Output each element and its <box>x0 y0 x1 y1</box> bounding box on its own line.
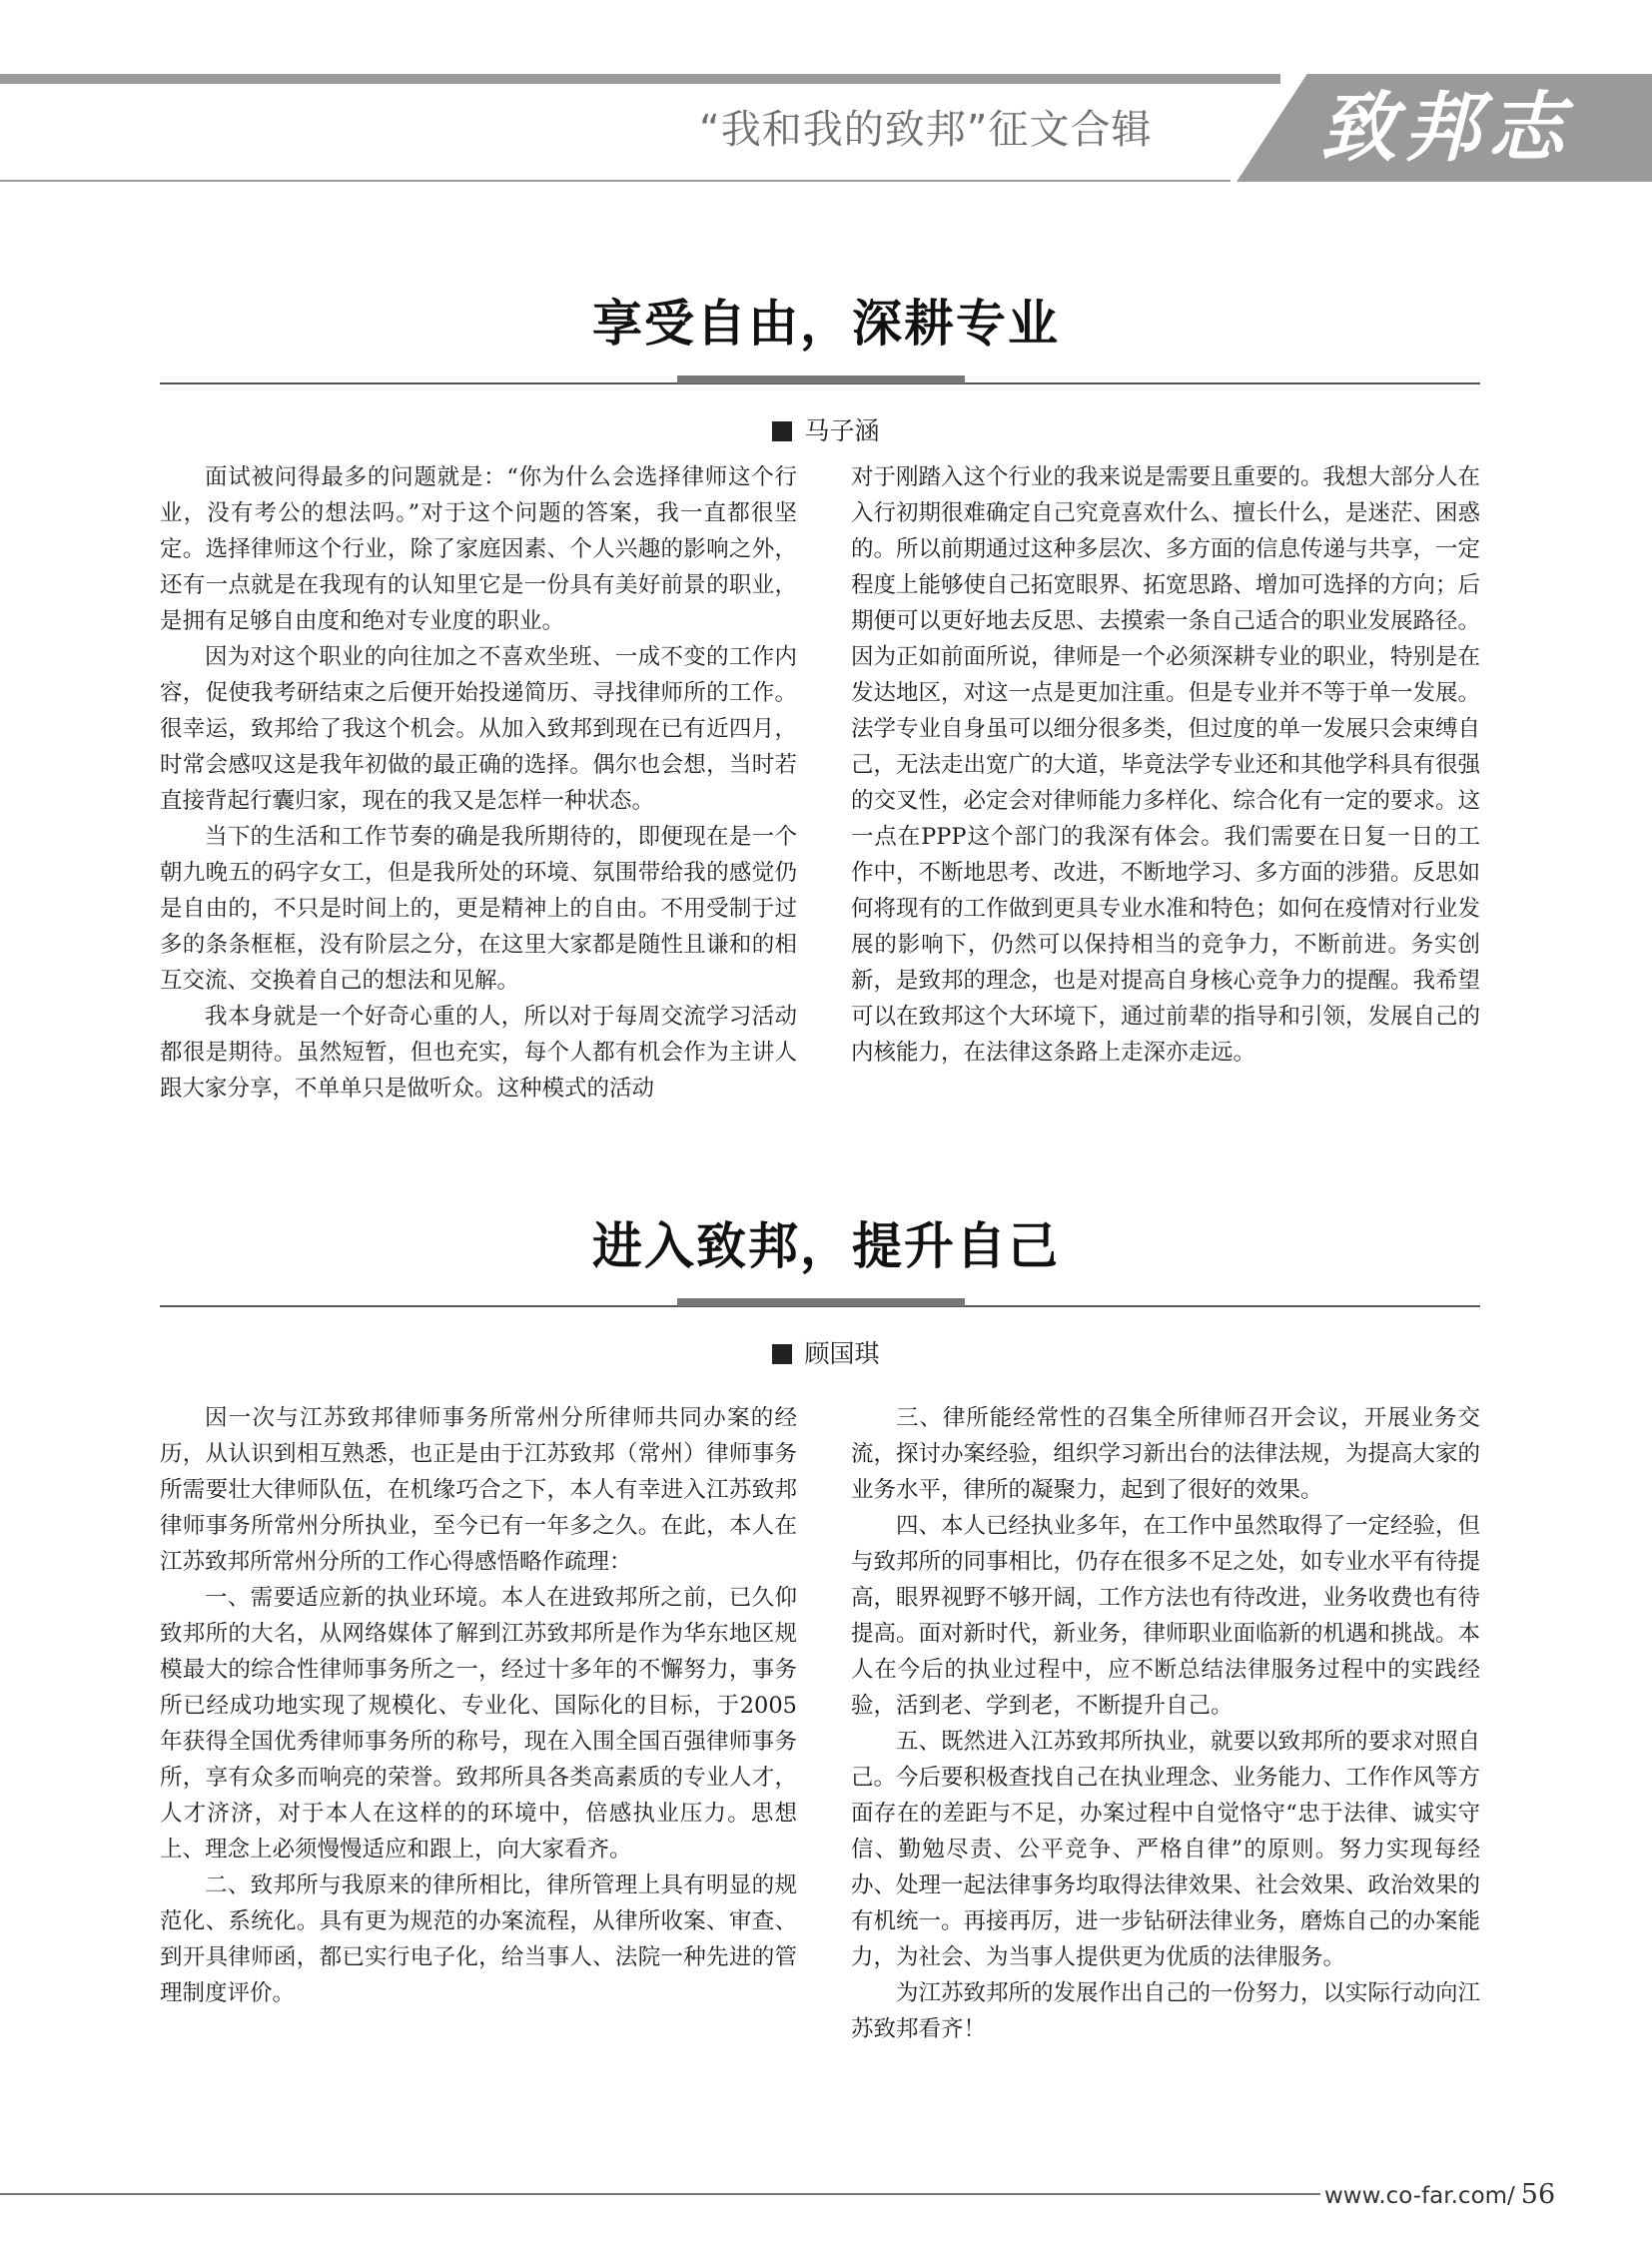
paragraph: 我本身就是一个好奇心重的人，所以对于每周交流学习活动都很是期待。虽然短暂，但也充实，每个人都有机会作为主讲人跟大家分享，不单单只是做听众。这种模式的活动 <box>160 1004 797 1102</box>
article-column-left <box>160 459 797 1107</box>
header-top-bar <box>0 74 1280 84</box>
byline-square-icon <box>772 1344 792 1364</box>
footer-url[interactable]: www.co-far.com <box>1324 2183 1508 2209</box>
title-rule-accent <box>677 1298 965 1306</box>
paragraph: 因为对这个职业的向往加之不喜欢坐班、一成不变的工作内容，促使我考研结束之后便开始投递简历、寻找律师所的工作。很幸运，致邦给了我这个机会。从加入致邦到现在已有近四月，时常会感叹这是我年初做的最正确的选择。偶尔也会想，当时若直接背起行囊归家，现在的我又是怎样一种状态。 <box>160 644 797 814</box>
footer-rule <box>0 2193 1320 2195</box>
article-column-left <box>160 1400 797 2011</box>
article-column-right <box>851 1400 1480 2047</box>
header-bottom-rule <box>0 180 1231 182</box>
paragraph: 二、致邦所与我原来的律所相比，律所管理上具有明显的规范化、系统化。具有更为规范的办案流程，从律所收案、审查、到开具律师函，都已实行电子化，给当事人、法院一种先进的管理制度评价。 <box>160 1872 797 2006</box>
author-byline <box>0 411 1652 447</box>
title-rule-accent <box>677 375 965 383</box>
article-column-right <box>851 459 1480 1071</box>
paragraph: 四、本人已经执业多年，在工作中虽然取得了一定经验，但与致邦所的同事相比，仍存在很多不足之处，如专业水平有待提高，眼界视野不够开阔，工作方法也有待改进，业务收费也有待提高。面对新时代，新业务，律师职业面临新的机遇和挑战。本人在今后的执业过程中，应不断总结法律服务过程中的实践经验，活到老、学到老，不断提升自己。 <box>851 1513 1481 1719</box>
article-title: 进入致邦，提升自己 <box>592 1217 1060 1275</box>
paragraph: 三、律所能经常性的召集全所律师召开会议，开展业务交流，探讨办案经验，组织学习新出台的法律法规，为提高大家的业务水平，律所的凝聚力，起到了很好的效果。 <box>851 1405 1481 1503</box>
paragraph: 一、需要适应新的执业环境。本人在进致邦所之前，已久仰致邦所的大名，从网络媒体了解到江苏致邦所是作为华东地区规模最大的综合性律师事务所之一，经过十多年的不懈努力，事务所已经成功地实现了规模化、专业化、国际化的目标，于2005年获得全国优秀律师事务所的称号，现在入围全国百强律师事务所，享有众多而响亮的荣誉。致邦所具各类高素质的专业人才，人才济济，对于本人在这样的的环境中，倍感执业压力。思想上、理念上必须慢慢适应和跟上，向大家看齐。 <box>160 1585 797 1863</box>
paragraph: 因一次与江苏致邦律师事务所常州分所律师共同办案的经历，从认识到相互熟悉，也正是由于江苏致邦（常州）律师事务所需要壮大律师队伍，在机缘巧合之下，本人有幸进入江苏致邦律师事务所常州分所执业，至今已有一年多之久。在此，本人在江苏致邦所常州分所的工作心得感悟略作疏理： <box>160 1405 797 1575</box>
section-title: “我和我的致邦”征文合辑 <box>699 107 1153 153</box>
paragraph: 面试被问得最多的问题就是：“你为什么会选择律师这个行业，没有考公的想法吗。”对于这个问题的答案，我一直都很坚定。选择律师这个行业，除了家庭因素、个人兴趣的影响之外，还有一点就是在我现有的认知里它是一份具有美好前景的职业，是拥有足够自由度和绝对专业度的职业。 <box>160 464 797 634</box>
author-name: 顾国琪 <box>804 1339 880 1368</box>
author-byline <box>0 1334 1652 1370</box>
byline-square-icon <box>772 421 792 441</box>
footer <box>1324 2177 1555 2213</box>
footer-separator: / <box>1507 2183 1515 2209</box>
article-title: 享受自由，深耕专业 <box>592 295 1060 353</box>
paragraph: 当下的生活和工作节奏的确是我所期待的，即便现在是一个朝九晚五的码字女工，但是我所处的环境、氛围带给我的感觉仍是自由的，不只是时间上的，更是精神上的自由。不用受制于过多的条条框框，没有阶层之分，在这里大家都是随性且谦和的相互交流、交换着自己的想法和见解。 <box>160 824 797 994</box>
author-name: 马子涵 <box>804 416 880 445</box>
paragraph: 对于刚踏入这个行业的我来说是需要且重要的。我想大部分人在入行初期很难确定自己究竟喜欢什么、擅长什么，是迷茫、困惑的。所以前期通过这种多层次、多方面的信息传递与共享，一定程度上能够使自己拓宽眼界、拓宽思路、增加可选择的方向；后期便可以更好地去反思、去摸索一条自己适合的职业发展路径。因为正如前面所说，律师是一个必须深耕专业的职业，特别是在发达地区，对这一点是更加注重。但是专业并不等于单一发展。法学专业自身虽可以细分很多类，但过度的单一发展只会束缚自己，无法走出宽广的大道，毕竟法学专业还和其他学科具有很强的交叉性，必定会对律师能力多样化、综合化有一定的要求。这一点在PPP这个部门的我深有体会。我们需要在日复一日的工作中，不断地思考、改进，不断地学习、多方面的涉猎。反思如何将现有的工作做到更具专业水准和特色；如何在疫情对行业发展的影响下，仍然可以保持相当的竞争力，不断前进。务实创新，是致邦的理念，也是对提高自身核心竞争力的提醒。我希望可以在致邦这个大环境下，通过前辈的指导和引领，发展自己的内核能力，在法律这条路上走深亦走远。 <box>851 464 1481 1066</box>
paragraph: 为江苏致邦所的发展作出自己的一份努力，以实际行动向江苏致邦看齐！ <box>851 1980 1481 2042</box>
paragraph: 五、既然进入江苏致邦所执业，就要以致邦所的要求对照自己。今后要积极查找自己在执业理念、业务能力、工作作风等方面存在的差距与不足，办案过程中自觉恪守“忠于法律、诚实守信、勤勉尽责、公平竞争、严格自律”的原则。努力实现每经办、处理一起法律事务均取得法律效果、社会效果、政治效果的有机统一。再接再厉，进一步钻研法律业务，磨炼自己的办案能力，为社会、为当事人提供更为优质的法律服务。 <box>851 1729 1481 1970</box>
brand-logo: 致邦志 <box>1320 83 1572 172</box>
page-number: 56 <box>1520 2179 1556 2210</box>
